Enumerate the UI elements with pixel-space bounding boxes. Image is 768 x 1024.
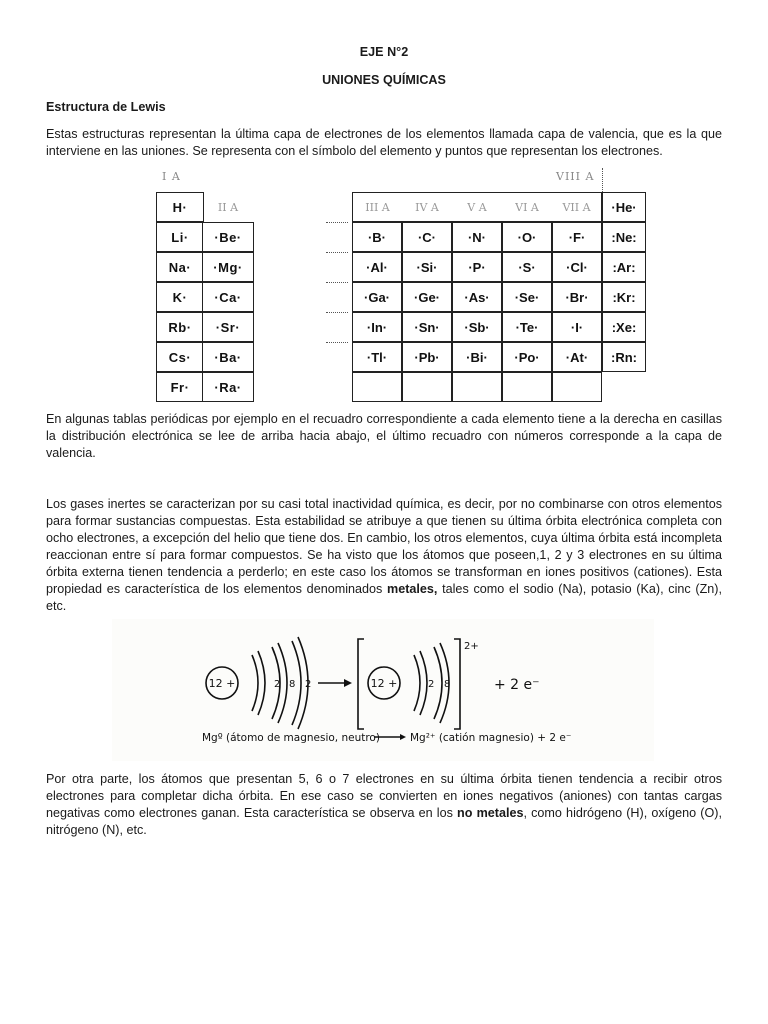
element-sb: ·Sb· [452,312,502,342]
nucleus-left-label: 12 + [208,677,236,690]
element-s: ·S· [502,252,552,282]
element-sr: ·Sr· [202,312,254,342]
no-metales-term: no metales [457,806,524,820]
section-heading: Estructura de Lewis [46,100,166,114]
empty-cell [352,372,402,402]
doc-title: EJE N°2 [359,45,409,59]
element-ga: ·Ga· [352,282,402,312]
element-se: ·Se· [502,282,552,312]
element-cl: ·Cl· [552,252,602,282]
element-pb: ·Pb· [402,342,452,372]
element-ge: ·Ge· [402,282,452,312]
element-sn: ·Sn· [402,312,452,342]
element-tl: ·Tl· [352,342,402,372]
element-te: ·Te· [502,312,552,342]
element-he: ·He· [602,192,646,222]
element-rb: Rb· [156,312,204,342]
element-cs: Cs· [156,342,204,372]
element-ne: :Ne: [602,222,646,252]
empty-cell [502,372,552,402]
caption-left: Mgº (átomo de magnesio, neutro) [202,732,380,744]
element-i: ·I· [552,312,602,342]
paragraph-3: Los gases inertes se caracterizan por su casi total inactividad química, es decir, por no combinarse con otros elementos para formar sustancias compuestas. Esta estabilidad se atribuye a que tienen su última órbita electrónica completa con ocho electrones, a excepción del helio que tiene dos. En cambio, los otros elementos, cuya última órbita está incompleta reaccionan entre sí para formar compuestos. Se ha visto que los átomos que poseen,1, 2 y 3 electrones en su última órbita externa tienen tendencia a perderlo; en este caso los átomos se transforman en iones positivos (cationes). Esta propiedad es característica de los elementos denominados metales, tales como el sodio (Na), potasio (Ka), cinc (Zn), etc. [46,497,722,613]
header-via: VI A [502,192,552,222]
element-k: K· [156,282,204,312]
element-kr: :Kr: [602,282,646,312]
element-o: ·O· [502,222,552,252]
element-ra: ·Ra· [202,372,254,402]
empty-cell [402,372,452,402]
paragraph-1: Estas estructuras representan la última capa de electrones de los elementos llamada capa de valencia, que es la que interviene en las uniones. Se representa con el símbolo del elemento y puntos que representan los electrones. [46,127,722,158]
mg-atom [206,637,311,729]
shell-2-count: 8 [444,679,451,690]
element-mg: ·Mg· [202,252,254,282]
group-viiia-label: VIII A [556,170,595,183]
element-bi: ·Bi· [452,342,502,372]
header-iva: IV A [402,192,452,222]
element-h: H· [156,192,204,222]
header-iiia: III A [352,192,402,222]
element-si: ·Si· [402,252,452,282]
element-in: ·In· [352,312,402,342]
paragraph-4: Por otra parte, los átomos que presentan 5, 6 o 7 electrones en su última órbita tienen tendencia a recibir otros electrones para completar dicha órbita. En ese caso se convierten en iones negativos (aniones) con tantas cargas negativas como electrones ganan. Esta característica se observa en los no metales, como hidrógeno (H), oxígeno (O), nitrógeno (N), etc. [46,772,722,837]
shell-1-count: 2 [428,679,435,690]
element-fr: Fr· [156,372,204,402]
shell-arc [420,651,427,715]
element-rn: :Rn: [602,342,646,372]
element-al: ·Al· [352,252,402,282]
element-at: ·At· [552,342,602,372]
empty-cell [552,372,602,402]
element-as: ·As· [452,282,502,312]
element-na: Na· [156,252,204,282]
metales-term: metales, [387,582,438,596]
nucleus-right-label: 12 + [370,677,398,690]
reaction-arrow [318,679,352,687]
element-li: Li· [156,222,204,252]
released-electrons: + 2 e⁻ [494,677,540,693]
shell-1-count: 2 [274,679,281,690]
doc-subtitle: UNIONES QUÍMICAS [322,73,446,87]
shell-arc [414,655,420,711]
paragraph-2: En algunas tablas periódicas por ejemplo en el recuadro correspondiente a cada elemento tiene a la derecha en casillas la distribución electrónica se lee de arriba hacia abajo, el último recuadro con números corresponde a la capa de valencia. [46,412,722,460]
element-p: ·P· [452,252,502,282]
element-po: ·Po· [502,342,552,372]
element-f: ·F· [552,222,602,252]
header-va: V A [452,192,502,222]
shell-3-count: 2 [305,679,312,690]
element-be: ·Be· [202,222,254,252]
caption-right: Mg²⁺ (catión magnesio) + 2 e⁻ [410,732,572,744]
element-n: ·N· [452,222,502,252]
mg-ion [368,643,450,723]
element-b: ·B· [352,222,402,252]
lewis-table [156,166,637,400]
element-ba: ·Ba· [202,342,254,372]
header-viia: VII A [552,192,602,222]
empty-cell [452,372,502,402]
element-br: ·Br· [552,282,602,312]
element-xe: :Xe: [602,312,646,342]
element-ar: :Ar: [602,252,646,282]
group-ia-label: I A [162,170,181,183]
element-c: ·C· [402,222,452,252]
shell-arc [434,647,442,719]
shell-arc [258,651,265,715]
magnesium-ionization-diagram [112,619,654,761]
shell-2-count: 8 [289,679,296,690]
shell-arc [252,655,258,711]
ion-charge: 2+ [464,641,479,652]
element-ca: ·Ca· [202,282,254,312]
header-iia: II A [202,192,254,222]
